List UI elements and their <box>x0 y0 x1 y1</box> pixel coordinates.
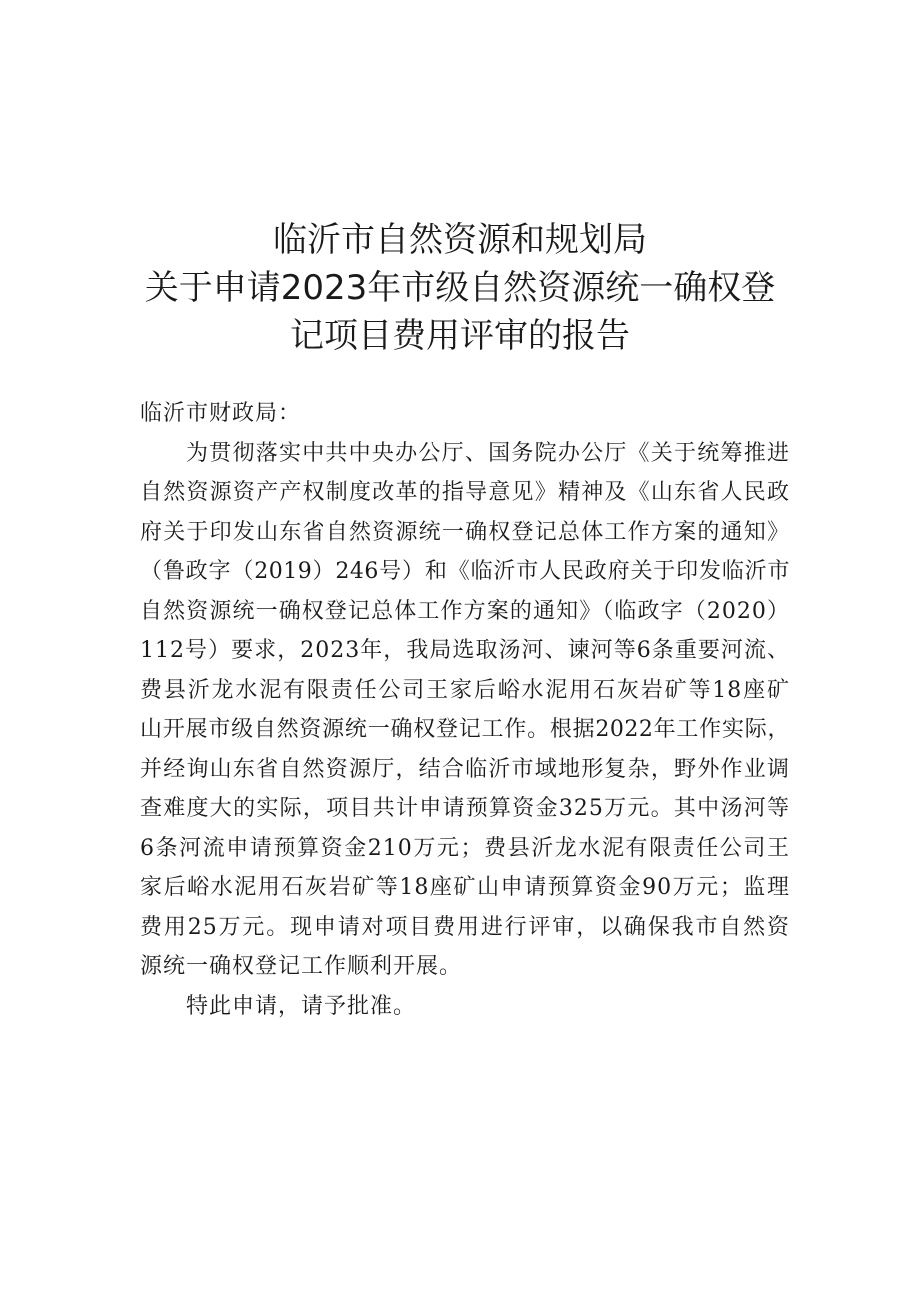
document-title <box>120 216 800 360</box>
body-line: 自然资源资产产权制度改革的指导意见》精神及《山东省人民政 <box>140 480 790 505</box>
body-line: 并经询山东省自然资源厅，结合临沂市域地形复杂，野外作业调 <box>140 756 790 782</box>
body-line: 费县沂龙水泥有限责任公司王家后峪水泥用石灰岩矿等18座矿 <box>140 677 790 703</box>
body-line: 山开展市级自然资源统一确权登记工作。根据2022年工作实际， <box>140 717 790 742</box>
body-line: （鲁政字（2019）246号）和《临沂市人民政府关于印发临沂市 <box>140 559 790 584</box>
body-line: 府关于印发山东省自然资源统一确权登记总体工作方案的通知》 <box>140 519 790 545</box>
body-line: 6条河流申请预算资金210万元；费县沂龙水泥有限责任公司王 <box>140 835 790 861</box>
body-line: 为贯彻落实中共中央办公厅、国务院办公厅《关于统筹推进 <box>186 440 790 466</box>
body-line: 家后峪水泥用石灰岩矿等18座矿山申请预算资金90万元；监理 <box>140 875 790 900</box>
body-line: 查难度大的实际，项目共计申请预算资金325万元。其中汤河等 <box>140 796 790 821</box>
body-line: 费用25万元。现申请对项目费用进行评审，以确保我市自然资 <box>140 914 790 940</box>
body-line: 源统一确权登记工作顺利开展。 <box>140 954 463 979</box>
document-body <box>140 394 790 1026</box>
title-line: 记项目费用评审的报告 <box>290 316 630 356</box>
closing-request: 特此申请，请予批准。 <box>186 993 417 1019</box>
body-line: 112号）要求，2023年，我局选取汤河、谏河等6条重要河流、 <box>140 638 790 663</box>
title-line: 临沂市自然资源和规划局 <box>273 220 647 260</box>
title-line: 关于申请2023年市级自然资源统一确权登 <box>144 268 776 308</box>
body-line: 自然资源统一确权登记总体工作方案的通知》（临政字（2020） <box>140 598 790 624</box>
addressee: 临沂市财政局： <box>140 401 302 426</box>
